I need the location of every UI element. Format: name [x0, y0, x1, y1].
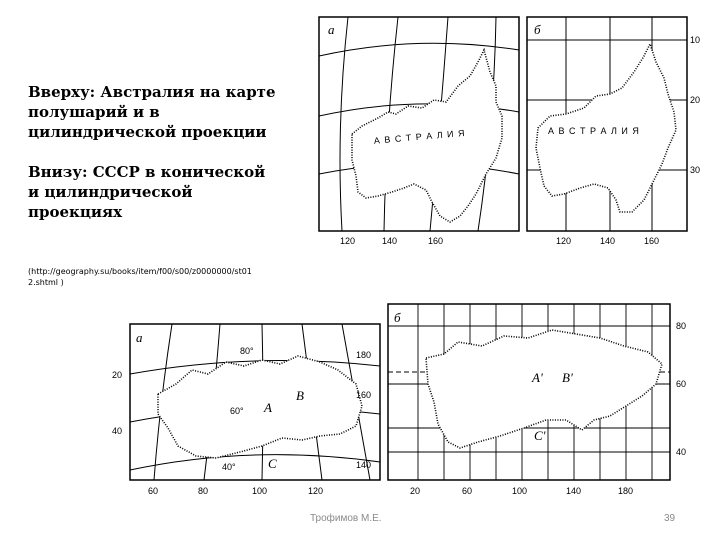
footer-author: Трофимов М.Е. — [310, 513, 382, 524]
x-tick: 80 — [198, 486, 209, 496]
x-tick: 140 — [382, 236, 398, 246]
panel-label: б — [394, 310, 401, 325]
y-tick: 10 — [690, 35, 701, 45]
y-tick: 20 — [112, 370, 123, 380]
y-tick: 60 — [676, 379, 687, 389]
x-tick: 140 — [600, 236, 616, 246]
y-tick: 40 — [112, 426, 123, 436]
country-label: А В С Т Р А Л И Я — [548, 126, 640, 136]
x-tick: 120 — [308, 486, 324, 496]
lat-label: 60° — [230, 406, 244, 416]
x-tick: 160 — [428, 236, 444, 246]
caption-bottom: Внизу: СССР в конической и цилиндрической проекциях — [28, 163, 266, 221]
x-tick: 120 — [340, 236, 356, 246]
panel-label: б — [534, 22, 541, 37]
x-tick: 160 — [644, 236, 660, 246]
lon-label: 180 — [356, 350, 372, 360]
point-label: C' — [534, 428, 546, 443]
x-tick: 20 — [410, 486, 421, 496]
x-tick: 100 — [252, 486, 268, 496]
y-tick: 80 — [676, 321, 687, 331]
lon-label: 140 — [356, 460, 372, 470]
map-ussr-conic — [112, 322, 384, 502]
x-tick: 60 — [148, 486, 159, 496]
point-label: A' — [532, 370, 543, 385]
panel-label: а — [328, 22, 335, 37]
slide-caption — [28, 82, 278, 242]
panel-label: а — [136, 330, 143, 345]
x-tick: 180 — [618, 486, 634, 496]
y-tick: 40 — [676, 447, 687, 457]
point-label: B — [296, 388, 304, 403]
x-tick: 120 — [556, 236, 572, 246]
map-australia-hemisphere — [318, 16, 520, 248]
x-tick: 100 — [512, 486, 528, 496]
x-tick: 140 — [566, 486, 582, 496]
map-ussr-cylindrical — [386, 302, 696, 502]
lat-label: 80° — [240, 346, 254, 356]
country-label: А В С Т Р А Л И Я — [373, 127, 466, 146]
y-tick: 20 — [690, 95, 701, 105]
caption-top: Вверху: Австралия на карте полушарий и в цилиндрической проекции — [28, 83, 276, 141]
point-label: B' — [562, 370, 573, 385]
point-label: C — [268, 456, 277, 471]
map-australia-cylindrical — [526, 16, 716, 248]
point-label: A — [264, 400, 272, 415]
x-tick: 60 — [462, 486, 473, 496]
lon-label: 160 — [356, 390, 372, 400]
source-link[interactable]: (http://geography.su/books/item/f00/s00/z0000000/st012.shtml ) — [28, 267, 252, 287]
lat-label: 40° — [222, 462, 236, 472]
page-number: 39 — [664, 513, 676, 524]
y-tick: 30 — [690, 165, 701, 175]
